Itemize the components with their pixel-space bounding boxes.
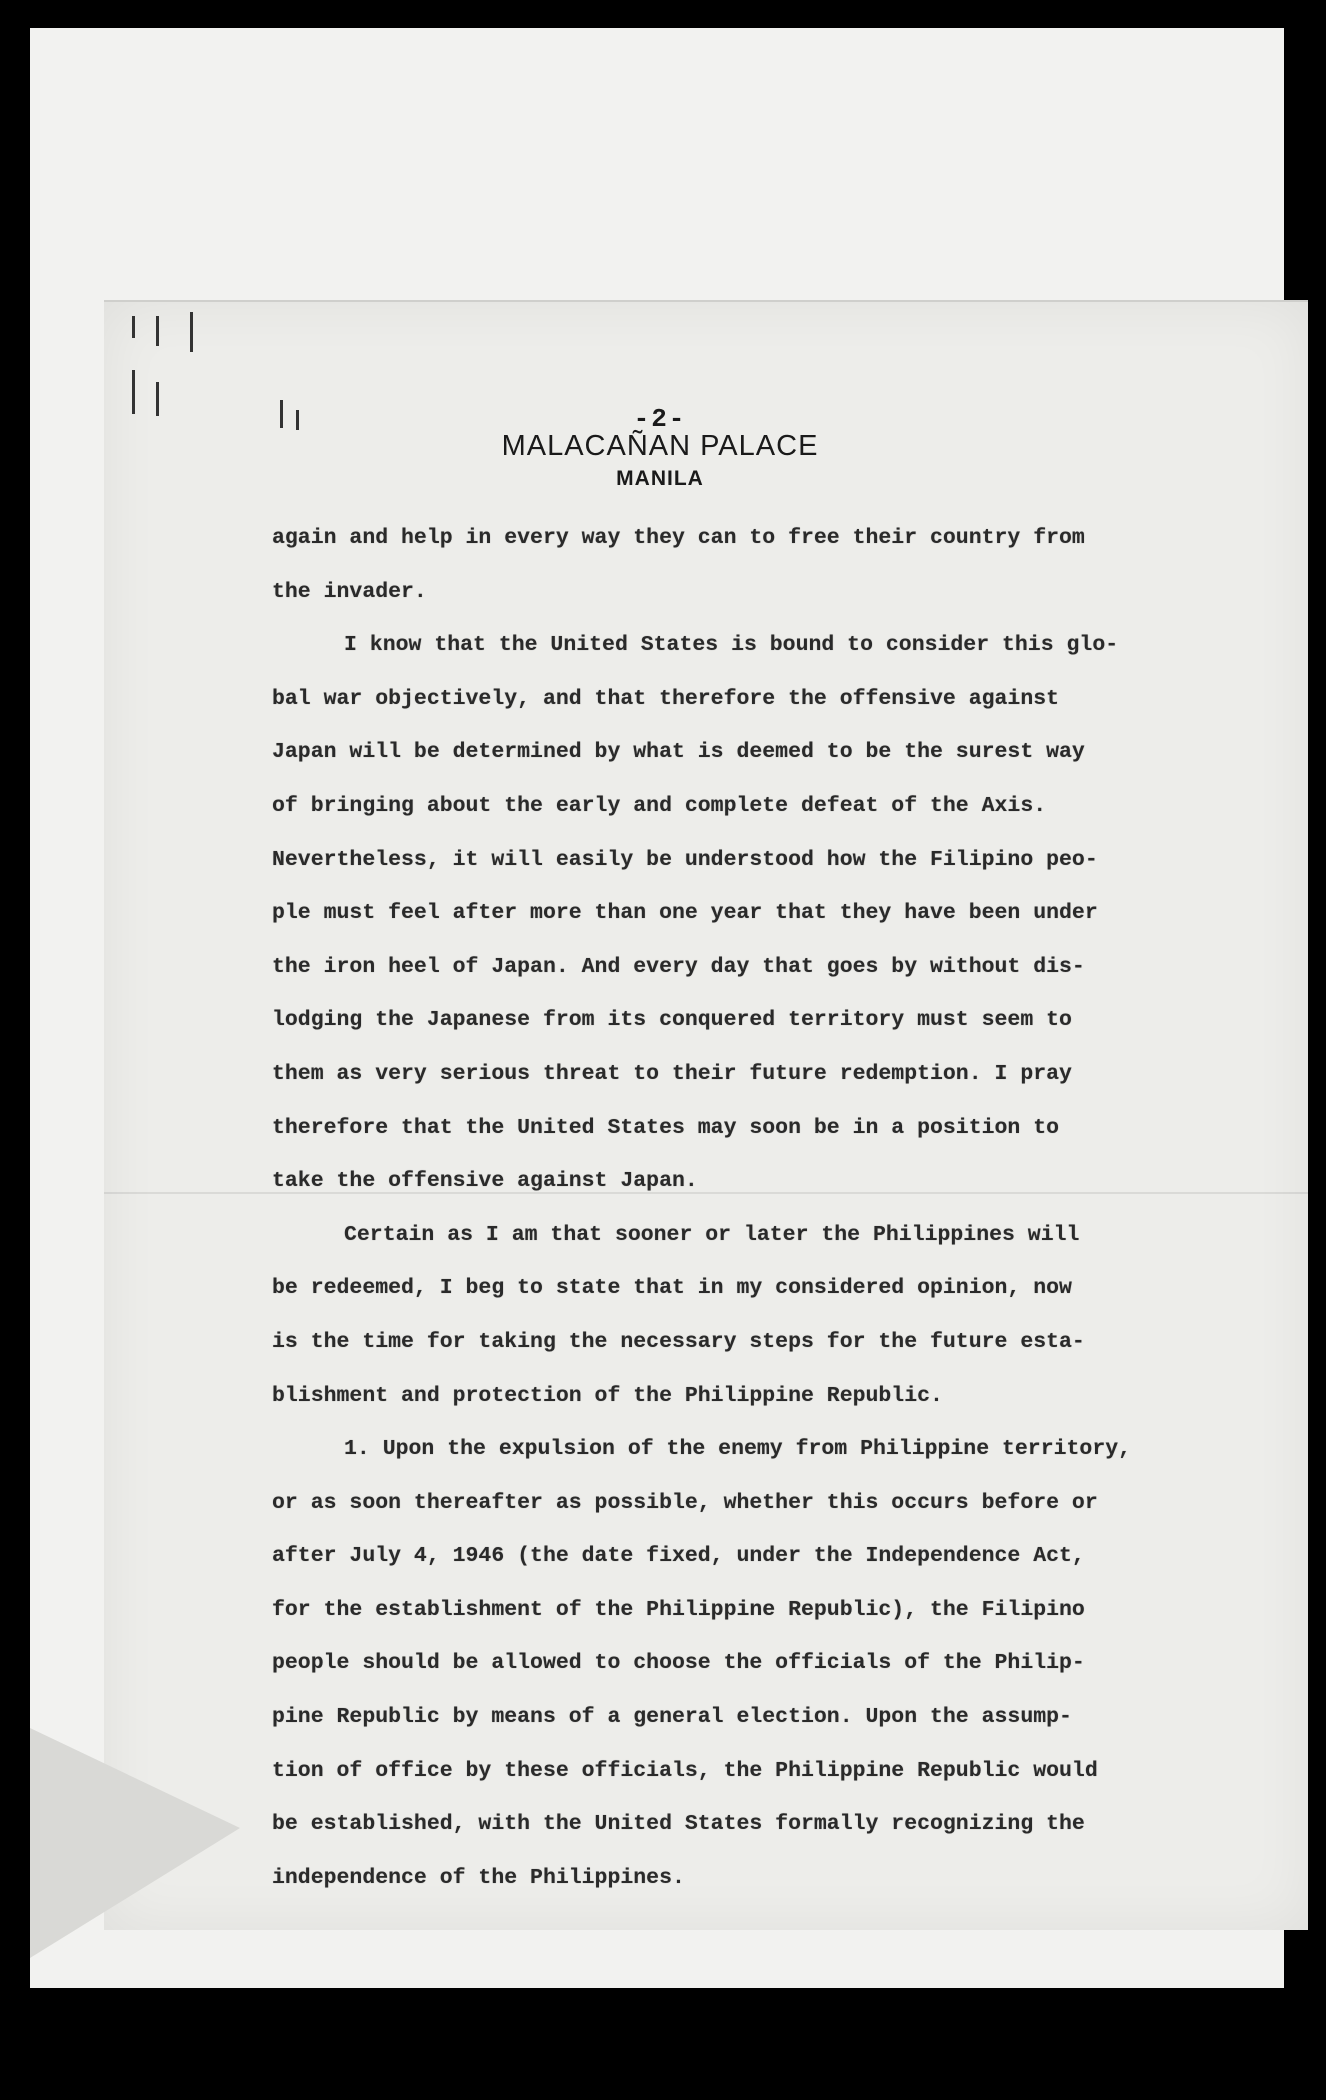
paragraph-start: I know that the United States is bound to consider this glo- [344,633,1119,658]
text-line: them as very serious threat to their future redemption. I pray [272,1061,1072,1086]
paragraph-start: 1. Upon the expulsion of the enemy from Philippine territory, [344,1437,1132,1462]
margin-mark [132,316,135,338]
letterhead-city: MANILA [616,467,704,490]
text-line: after July 4, 1946 (the date fixed, under the Independence Act, [272,1544,1085,1569]
margin-mark [296,410,299,430]
text-line: is the time for taking the necessary steps for the future esta- [272,1329,1085,1354]
margin-mark [190,312,193,352]
text-line: the iron heel of Japan. And every day that goes by without dis- [272,954,1085,979]
text-line: ple must feel after more than one year that they have been under [272,901,1098,926]
margin-mark [280,400,283,428]
text-line: of bringing about the early and complete defeat of the Axis. [272,793,1047,818]
text-line: lodging the Japanese from its conquered territory must seem to [272,1008,1072,1033]
text-line: tion of office by these officials, the Philippine Republic would [272,1758,1098,1783]
text-line: pine Republic by means of a general election. Upon the assump- [272,1705,1072,1730]
text-line: blishment and protection of the Philippine Republic. [272,1383,943,1408]
text-line: for the establishment of the Philippine Republic), the Filipino [272,1597,1085,1622]
page-number: -2- [633,404,687,434]
text-line: or as soon thereafter as possible, whether this occurs before or [272,1490,1098,1515]
text-line: again and help in every way they can to free their country from [272,526,1085,550]
letter-body [272,512,1132,1905]
letterhead-title: MALACAÑAN PALACE [501,430,819,462]
text-line: therefore that the United States may soon be in a position to [272,1115,1060,1140]
paragraph-start: Certain as I am that sooner or later the Philippines will [344,1222,1080,1247]
margin-mark [132,370,135,414]
text-line: people should be allowed to choose the officials of the Philip- [272,1651,1085,1676]
folded-corner [30,1728,240,1958]
margin-marks [130,310,330,450]
margin-mark [156,316,159,346]
text-line: be redeemed, I beg to state that in my considered opinion, now [272,1276,1072,1301]
text-line: take the offensive against Japan. [272,1169,698,1194]
letterhead [440,404,880,491]
text-line: Japan will be determined by what is deemed to be the surest way [272,740,1085,765]
margin-mark [156,382,159,416]
text-line: bal war objectively, and that therefore the offensive against [272,686,1060,711]
text-line: Nevertheless, it will easily be understood how the Filipino peo- [272,847,1098,872]
text-line: independence of the Philippines. [272,1865,685,1890]
text-line: be established, with the United States formally recognizing the [272,1812,1085,1837]
text-line: the invader. [272,579,427,604]
